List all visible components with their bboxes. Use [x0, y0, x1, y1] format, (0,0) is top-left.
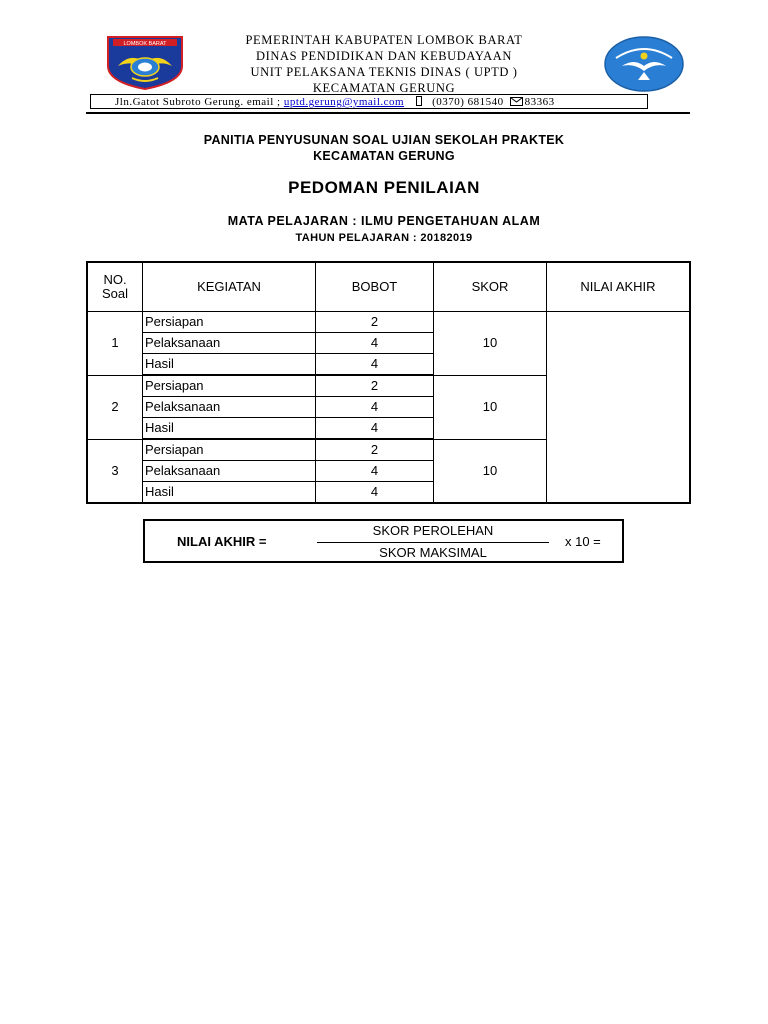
address-bar — [90, 94, 648, 109]
fraction-bar — [317, 542, 549, 543]
activity-cell: Hasil — [143, 482, 316, 504]
activity-cell: Hasil — [143, 354, 316, 376]
header-skor: SKOR — [434, 262, 547, 312]
committee-line-1: PANITIA PENYUSUNAN SOAL UJIAN SEKOLAH PRAKTEK — [203, 133, 565, 147]
formula-label: NILAI AKHIR = — [177, 534, 267, 549]
phone-number: (0370) 681540 — [432, 96, 504, 108]
weight-cell: 4 — [316, 418, 434, 440]
scoring-table — [86, 261, 691, 504]
envelope-icon — [510, 97, 523, 106]
school-year-line: TAHUN PELAJARAN : 20182019 — [295, 232, 473, 244]
activity-cell: Persiapan — [143, 439, 316, 461]
document-title: PEDOMAN PENILAIAN — [288, 178, 480, 197]
activity-cell: Persiapan — [143, 312, 316, 333]
weight-cell: 4 — [316, 461, 434, 482]
letterhead-divider — [86, 112, 690, 114]
weight-cell: 2 — [316, 312, 434, 333]
activity-cell: Pelaksanaan — [143, 397, 316, 418]
tut-wuri-handayani-icon — [604, 36, 684, 92]
activity-cell: Hasil — [143, 418, 316, 440]
letterhead-line-1: PEMERINTAH KABUPATEN LOMBOK BARAT — [245, 33, 523, 47]
committee-heading — [0, 132, 768, 164]
header-bobot: BOBOT — [316, 262, 434, 312]
letterhead-line-3: UNIT PELAKSANA TEKNIS DINAS ( UPTD ) — [250, 65, 518, 79]
subject-line: MATA PELAJARAN : ILMU PENGETAHUAN ALAM — [227, 214, 541, 228]
letterhead-line-4: KECAMATAN GERUNG — [312, 81, 456, 95]
activity-cell: Pelaksanaan — [143, 333, 316, 354]
activity-cell: Pelaksanaan — [143, 461, 316, 482]
phone-icon — [416, 96, 422, 106]
question-number: 3 — [87, 439, 143, 503]
header-kegiatan: KEGIATAN — [143, 262, 316, 312]
letterhead-text — [200, 32, 568, 96]
weight-cell: 2 — [316, 375, 434, 397]
lombok-barat-emblem-icon — [106, 36, 184, 90]
emblem-banner-text: LOMBOK BARAT — [123, 41, 167, 47]
header-nilai-akhir: NILAI AKHIR — [547, 262, 691, 312]
score-cell: 10 — [434, 375, 547, 439]
score-cell: 10 — [434, 439, 547, 503]
postal-code: 83363 — [524, 96, 555, 108]
score-cell: 10 — [434, 312, 547, 376]
formula-multiplier: x 10 = — [565, 534, 601, 549]
table-row — [87, 312, 690, 333]
weight-cell: 4 — [316, 354, 434, 376]
final-score-cell — [547, 312, 691, 504]
address-text: Jln.Gatot Subroto Gerung. email ; — [115, 96, 284, 108]
letterhead-line-2: DINAS PENDIDIKAN DAN KEBUDAYAAN — [256, 49, 512, 63]
weight-cell: 2 — [316, 439, 434, 461]
formula-denominator: SKOR MAKSIMAL — [379, 545, 487, 560]
table-header-row — [87, 262, 690, 312]
weight-cell: 4 — [316, 397, 434, 418]
formula-numerator: SKOR PEROLEHAN — [372, 523, 494, 538]
header-no-soal: NO. Soal — [87, 262, 143, 312]
question-number: 1 — [87, 312, 143, 376]
activity-cell: Persiapan — [143, 375, 316, 397]
committee-line-2: KECAMATAN GERUNG — [313, 149, 455, 163]
email-link[interactable]: uptd.gerung@ymail.com — [283, 96, 405, 108]
final-score-formula — [143, 519, 624, 563]
weight-cell: 4 — [316, 482, 434, 504]
weight-cell: 4 — [316, 333, 434, 354]
question-number: 2 — [87, 375, 143, 439]
